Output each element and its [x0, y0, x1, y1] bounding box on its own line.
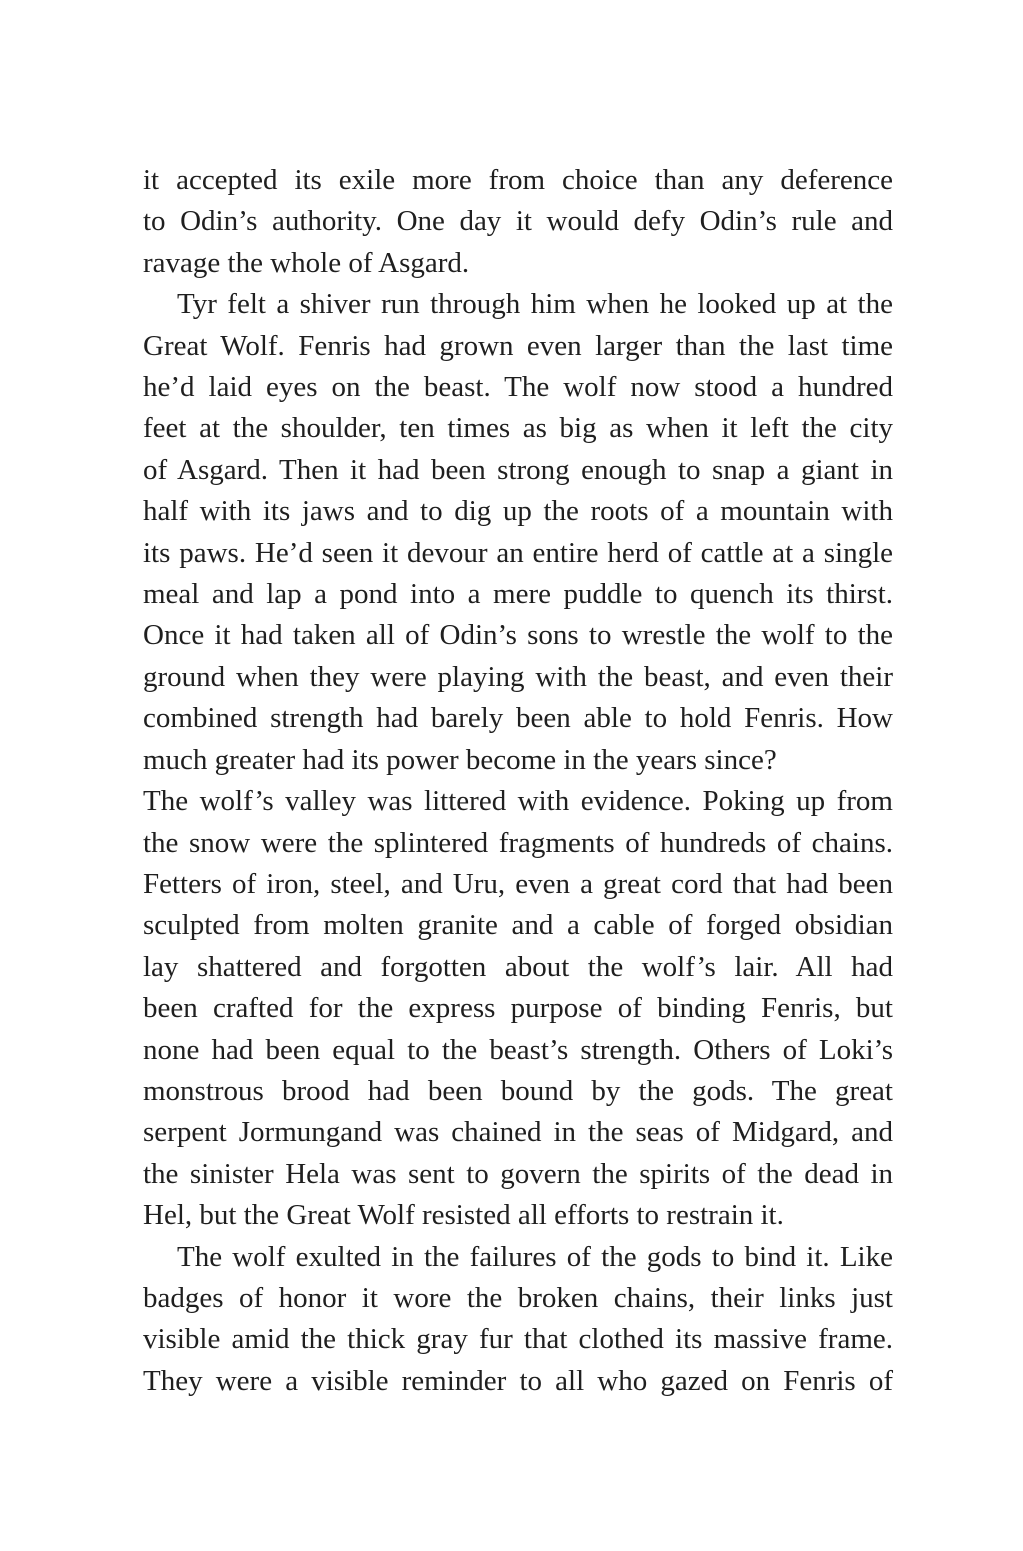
text-line: badges of honor it wore the broken chains, their links just	[143, 1281, 893, 1314]
text-line: They were a visible reminder to all who gazed on Fenris of	[143, 1364, 893, 1397]
text-line: been crafted for the express purpose of binding Fenris, but	[143, 992, 893, 1025]
text-line: ravage the whole of Asgard.	[143, 246, 470, 279]
text-line: combined strength had barely been able to hold Fenris. How	[143, 702, 893, 735]
text-line: lay shattered and forgotten about the wolf’s lair. All had	[143, 950, 893, 983]
text-line: monstrous brood had been bound by the gods. The great	[143, 1074, 893, 1107]
text-line: to Odin’s authority. One day it would defy Odin’s rule and	[143, 205, 893, 238]
text-line: Hel, but the Great Wolf resisted all efforts to restrain it.	[143, 1199, 784, 1232]
text-line: Fetters of iron, steel, and Uru, even a great cord that had been	[143, 867, 893, 900]
text-line: visible amid the thick gray fur that clothed its massive frame.	[143, 1323, 893, 1356]
text-line: The wolf exulted in the failures of the gods to bind it. Like	[177, 1240, 893, 1273]
text-line: The wolf’s valley was littered with evidence. Poking up from	[143, 785, 893, 818]
text-line: feet at the shoulder, ten times as big as when it left the city	[143, 412, 893, 445]
text-line: ground when they were playing with the beast, and even their	[143, 660, 893, 693]
text-line: its paws. He’d seen it devour an entire herd of cattle at a single	[143, 536, 893, 569]
text-line: sculpted from molten granite and a cable of forged obsidian	[143, 909, 893, 942]
text-line: much greater had its power become in the years since?	[143, 743, 777, 776]
text-line: serpent Jormungand was chained in the seas of Midgard, and	[143, 1116, 893, 1149]
text-line: Once it had taken all of Odin’s sons to wrestle the wolf to the	[143, 619, 893, 652]
text-line: none had been equal to the beast’s strength. Others of Loki’s	[143, 1033, 893, 1066]
text-line: he’d laid eyes on the beast. The wolf now stood a hundred	[143, 371, 893, 404]
page-text	[143, 160, 893, 1402]
text-line: Tyr felt a shiver run through him when he looked up at the	[177, 288, 893, 321]
text-line: of Asgard. Then it had been strong enough to snap a giant in	[143, 453, 893, 486]
text-line: the snow were the splintered fragments of hundreds of chains.	[143, 826, 893, 859]
text-line: it accepted its exile more from choice than any deference	[143, 164, 893, 196]
text-line: half with its jaws and to dig up the roots of a mountain with	[143, 495, 893, 528]
text-line: the sinister Hela was sent to govern the spirits of the dead in	[143, 1157, 893, 1190]
text-line: meal and lap a pond into a mere puddle to quench its thirst.	[143, 578, 893, 611]
text-line: Great Wolf. Fenris had grown even larger than the last time	[143, 329, 893, 362]
